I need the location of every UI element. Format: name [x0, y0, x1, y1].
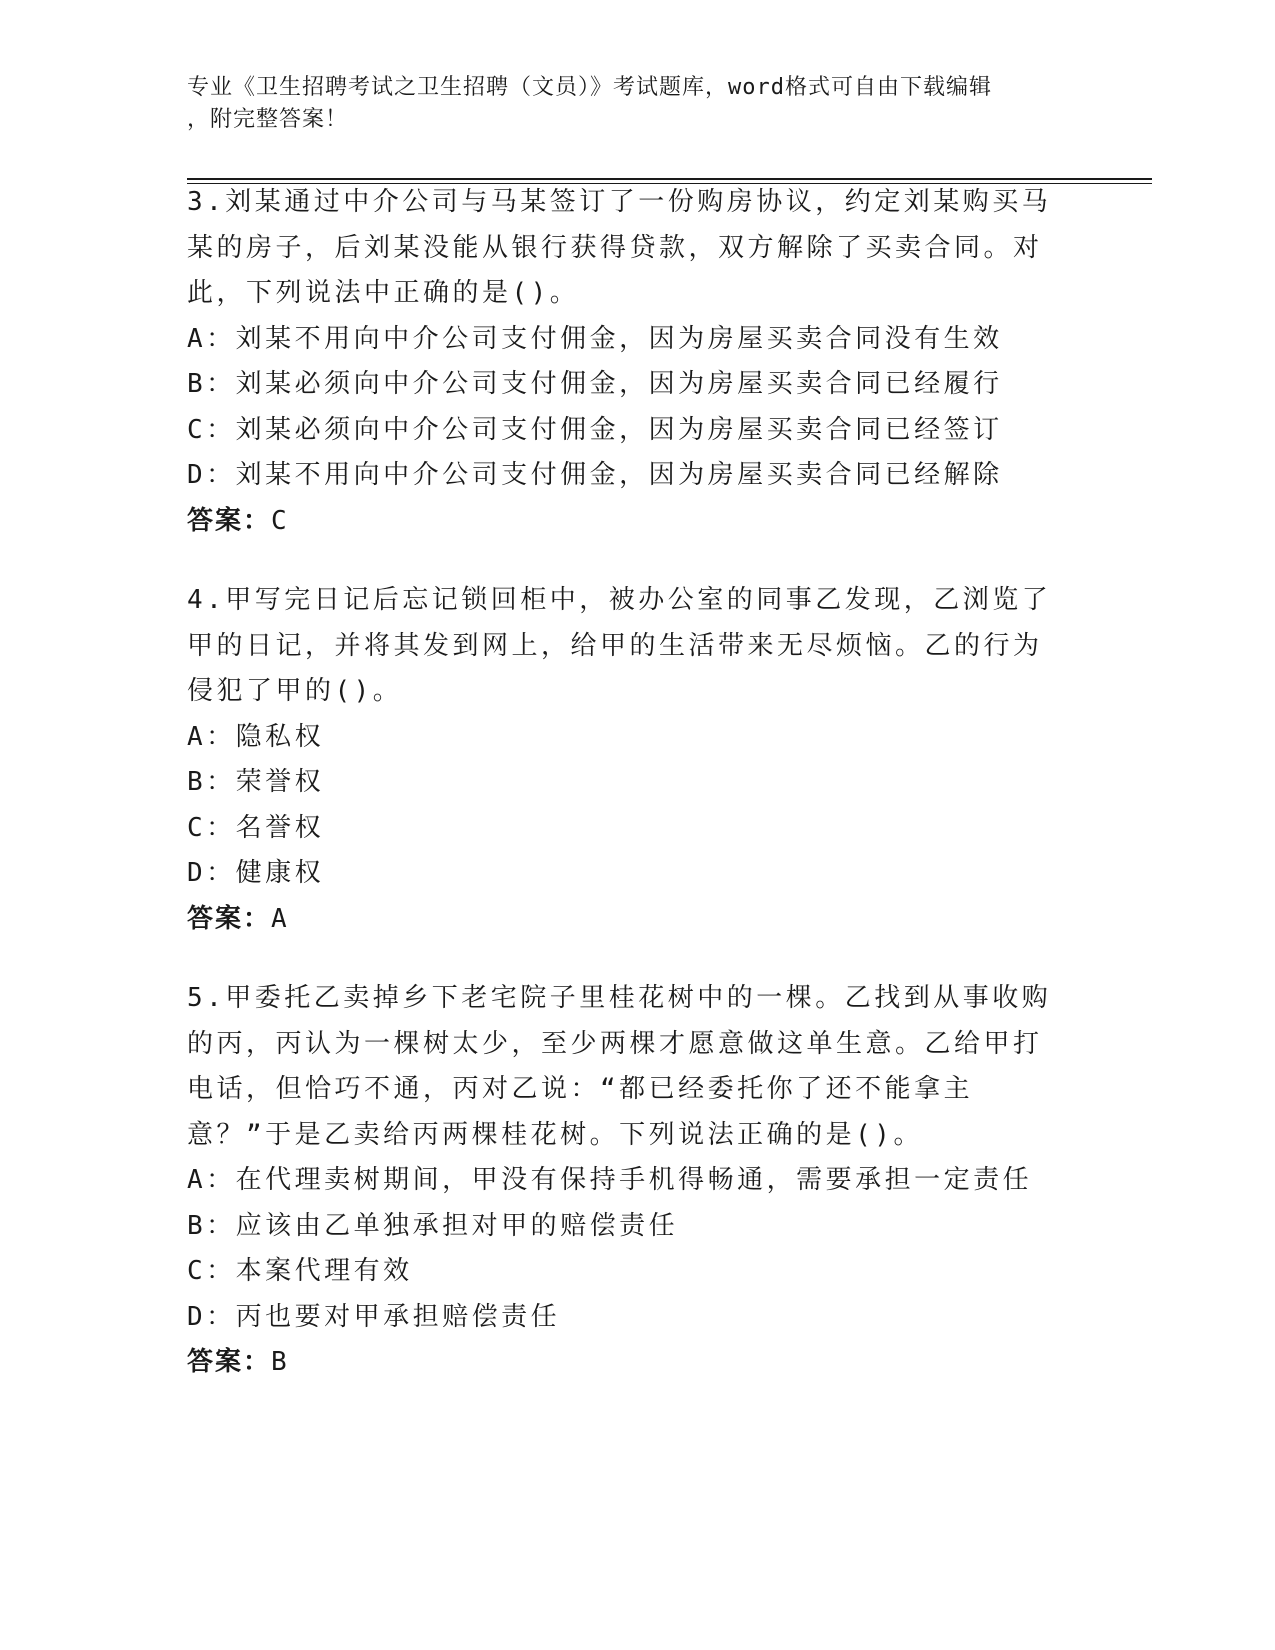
question-text: 5.甲委托乙卖掉乡下老宅院子里桂花树中的一棵。乙找到从事收购的丙，丙认为一棵树太少，至少两棵才愿意做这单生意。乙给甲打电话，但恰巧不通，丙对乙说：“都已经委托你了还不能拿主意？”于是乙卖给丙两棵桂花树。下列说法正确的是()。 [187, 983, 1052, 1150]
options-list [187, 317, 1067, 499]
answer-line [187, 1340, 1067, 1386]
question-text: 4.甲写完日记后忘记锁回柜中，被办公室的同事乙发现，乙浏览了甲的日记，并将其发到网上，给甲的生活带来无尽烦恼。乙的行为侵犯了甲的()。 [187, 585, 1052, 706]
option-b: B：荣誉权 [187, 767, 325, 797]
answer-label: 答案： [187, 505, 272, 536]
option-b: B：应该由乙单独承担对甲的赔偿责任 [187, 1210, 679, 1241]
answer-label: 答案： [187, 1347, 272, 1377]
option-a: A：在代理卖树期间，甲没有保持手机得畅通，需要承担一定责任 [187, 1165, 1033, 1195]
answer-value: C [271, 505, 289, 536]
option-d: D：丙也要对甲承担赔偿责任 [187, 1301, 561, 1332]
options-list [187, 1158, 1067, 1340]
answer-value: A [271, 903, 289, 934]
header-line-1: 专业《卫生招聘考试之卫生招聘（文员）》考试题库，word格式可自由下载编辑 [187, 75, 992, 100]
option-a: A：刘某不用向中介公司支付佣金，因为房屋买卖合同没有生效 [187, 323, 1003, 354]
option-b: B：刘某必须向中介公司支付佣金，因为房屋买卖合同已经履行 [187, 369, 1003, 399]
options-list [187, 715, 1067, 897]
option-c: C：本案代理有效 [187, 1256, 413, 1286]
header-line-2: ，附完整答案！ [187, 107, 349, 132]
option-d: D：刘某不用向中介公司支付佣金，因为房屋买卖合同已经解除 [187, 460, 1003, 490]
answer-line [187, 499, 1067, 545]
option-c: C：刘某必须向中介公司支付佣金，因为房屋买卖合同已经签订 [187, 414, 1003, 445]
question-3 [187, 180, 1067, 544]
question-4 [187, 578, 1067, 942]
question-5 [187, 976, 1067, 1386]
option-a: A：隐私权 [187, 721, 325, 752]
answer-label: 答案： [187, 903, 272, 934]
question-text: 3.刘某通过中介公司与马某签订了一份购房协议，约定刘某购买马某的房子，后刘某没能从银行获得贷款，双方解除了买卖合同。对此，下列说法中正确的是()。 [187, 187, 1052, 308]
answer-line [187, 897, 1067, 943]
option-c: C：名誉权 [187, 812, 325, 843]
option-d: D：健康权 [187, 858, 325, 888]
answer-value: B [271, 1347, 289, 1377]
document-header [187, 72, 1067, 136]
